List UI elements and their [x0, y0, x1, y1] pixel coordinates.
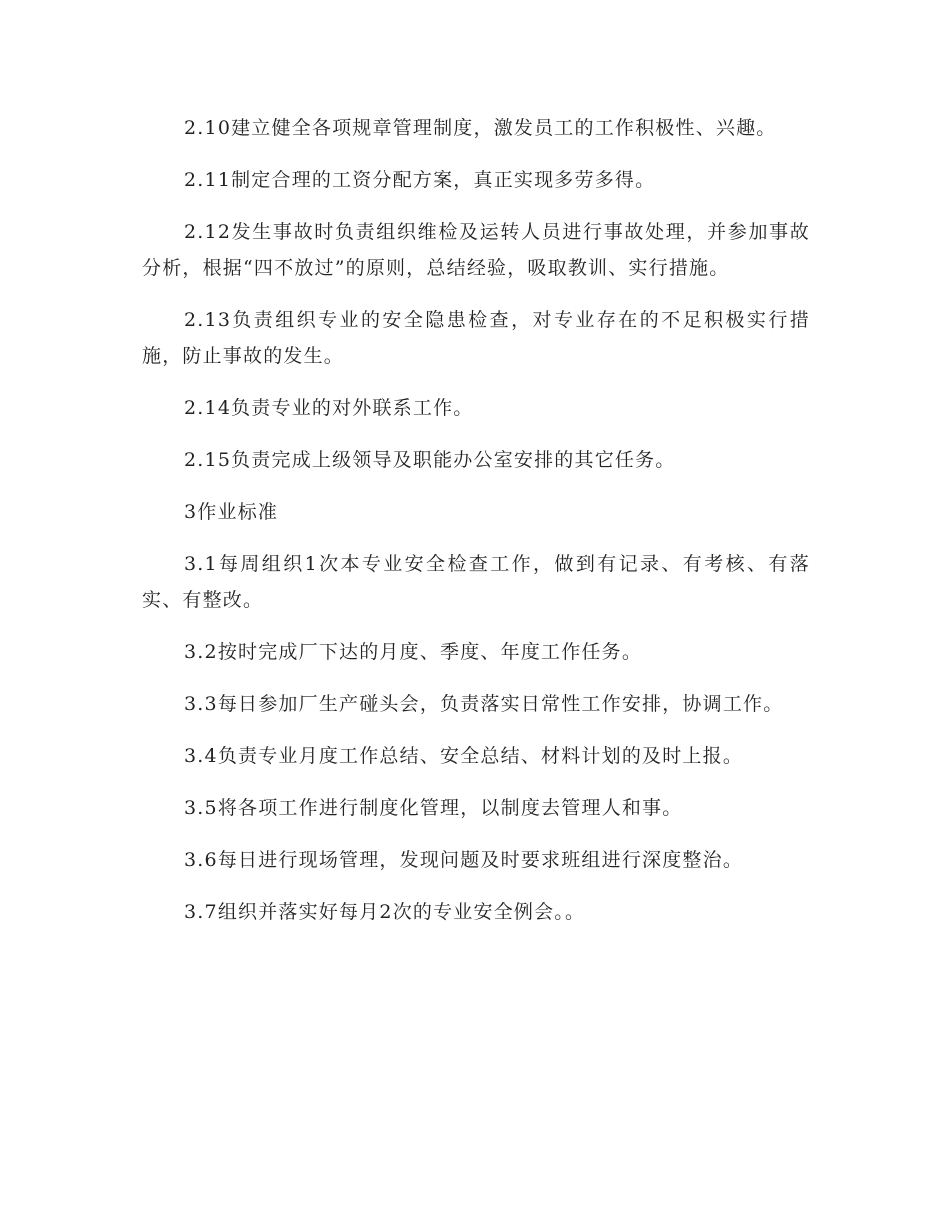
- paragraph-2-13: 2.13负责组织专业的安全隐患检查，对专业存在的不足积极实行措施，防止事故的发生。: [142, 309, 810, 367]
- paragraph-3-2: 3.2按时完成厂下达的月度、季度、年度工作任务。: [184, 641, 643, 663]
- paragraph-2-15: 2.15负责完成上级领导及职能办公室安排的其它任务。: [184, 449, 676, 471]
- document-body: [142, 110, 810, 946]
- paragraph-3-6: 3.6每日进行现场管理，发现问题及时要求班组进行深度整治。: [184, 849, 744, 871]
- section-heading-3: 3作业标准: [184, 501, 279, 523]
- paragraph-3-1: 3.1每周组织1次本专业安全检查工作，做到有记录、有考核、有落实、有整改。: [142, 553, 810, 611]
- paragraph-3-4: 3.4负责专业月度工作总结、安全总结、材料计划的及时上报。: [184, 745, 744, 767]
- paragraph-2-14: 2.14负责专业的对外联系工作。: [184, 397, 474, 419]
- paragraph-3-7: 3.7组织并落实好每月2次的专业安全例会。。: [184, 901, 586, 923]
- paragraph-2-10: 2.10建立健全各项规章管理制度，激发员工的工作积极性、兴趣。: [184, 117, 777, 139]
- paragraph-2-11: 2.11制定合理的工资分配方案，真正实现多劳多得。: [184, 169, 656, 191]
- paragraph-3-5: 3.5将各项工作进行制度化管理，以制度去管理人和事。: [184, 797, 683, 819]
- paragraph-2-12: 2.12发生事故时负责组织维检及运转人员进行事故处理，并参加事故分析，根据“四不放过”的原则，总结经验，吸取教训、实行措施。: [142, 221, 810, 279]
- paragraph-3-3: 3.3每日参加厂生产碰头会，负责落实日常性工作安排，协调工作。: [184, 693, 784, 715]
